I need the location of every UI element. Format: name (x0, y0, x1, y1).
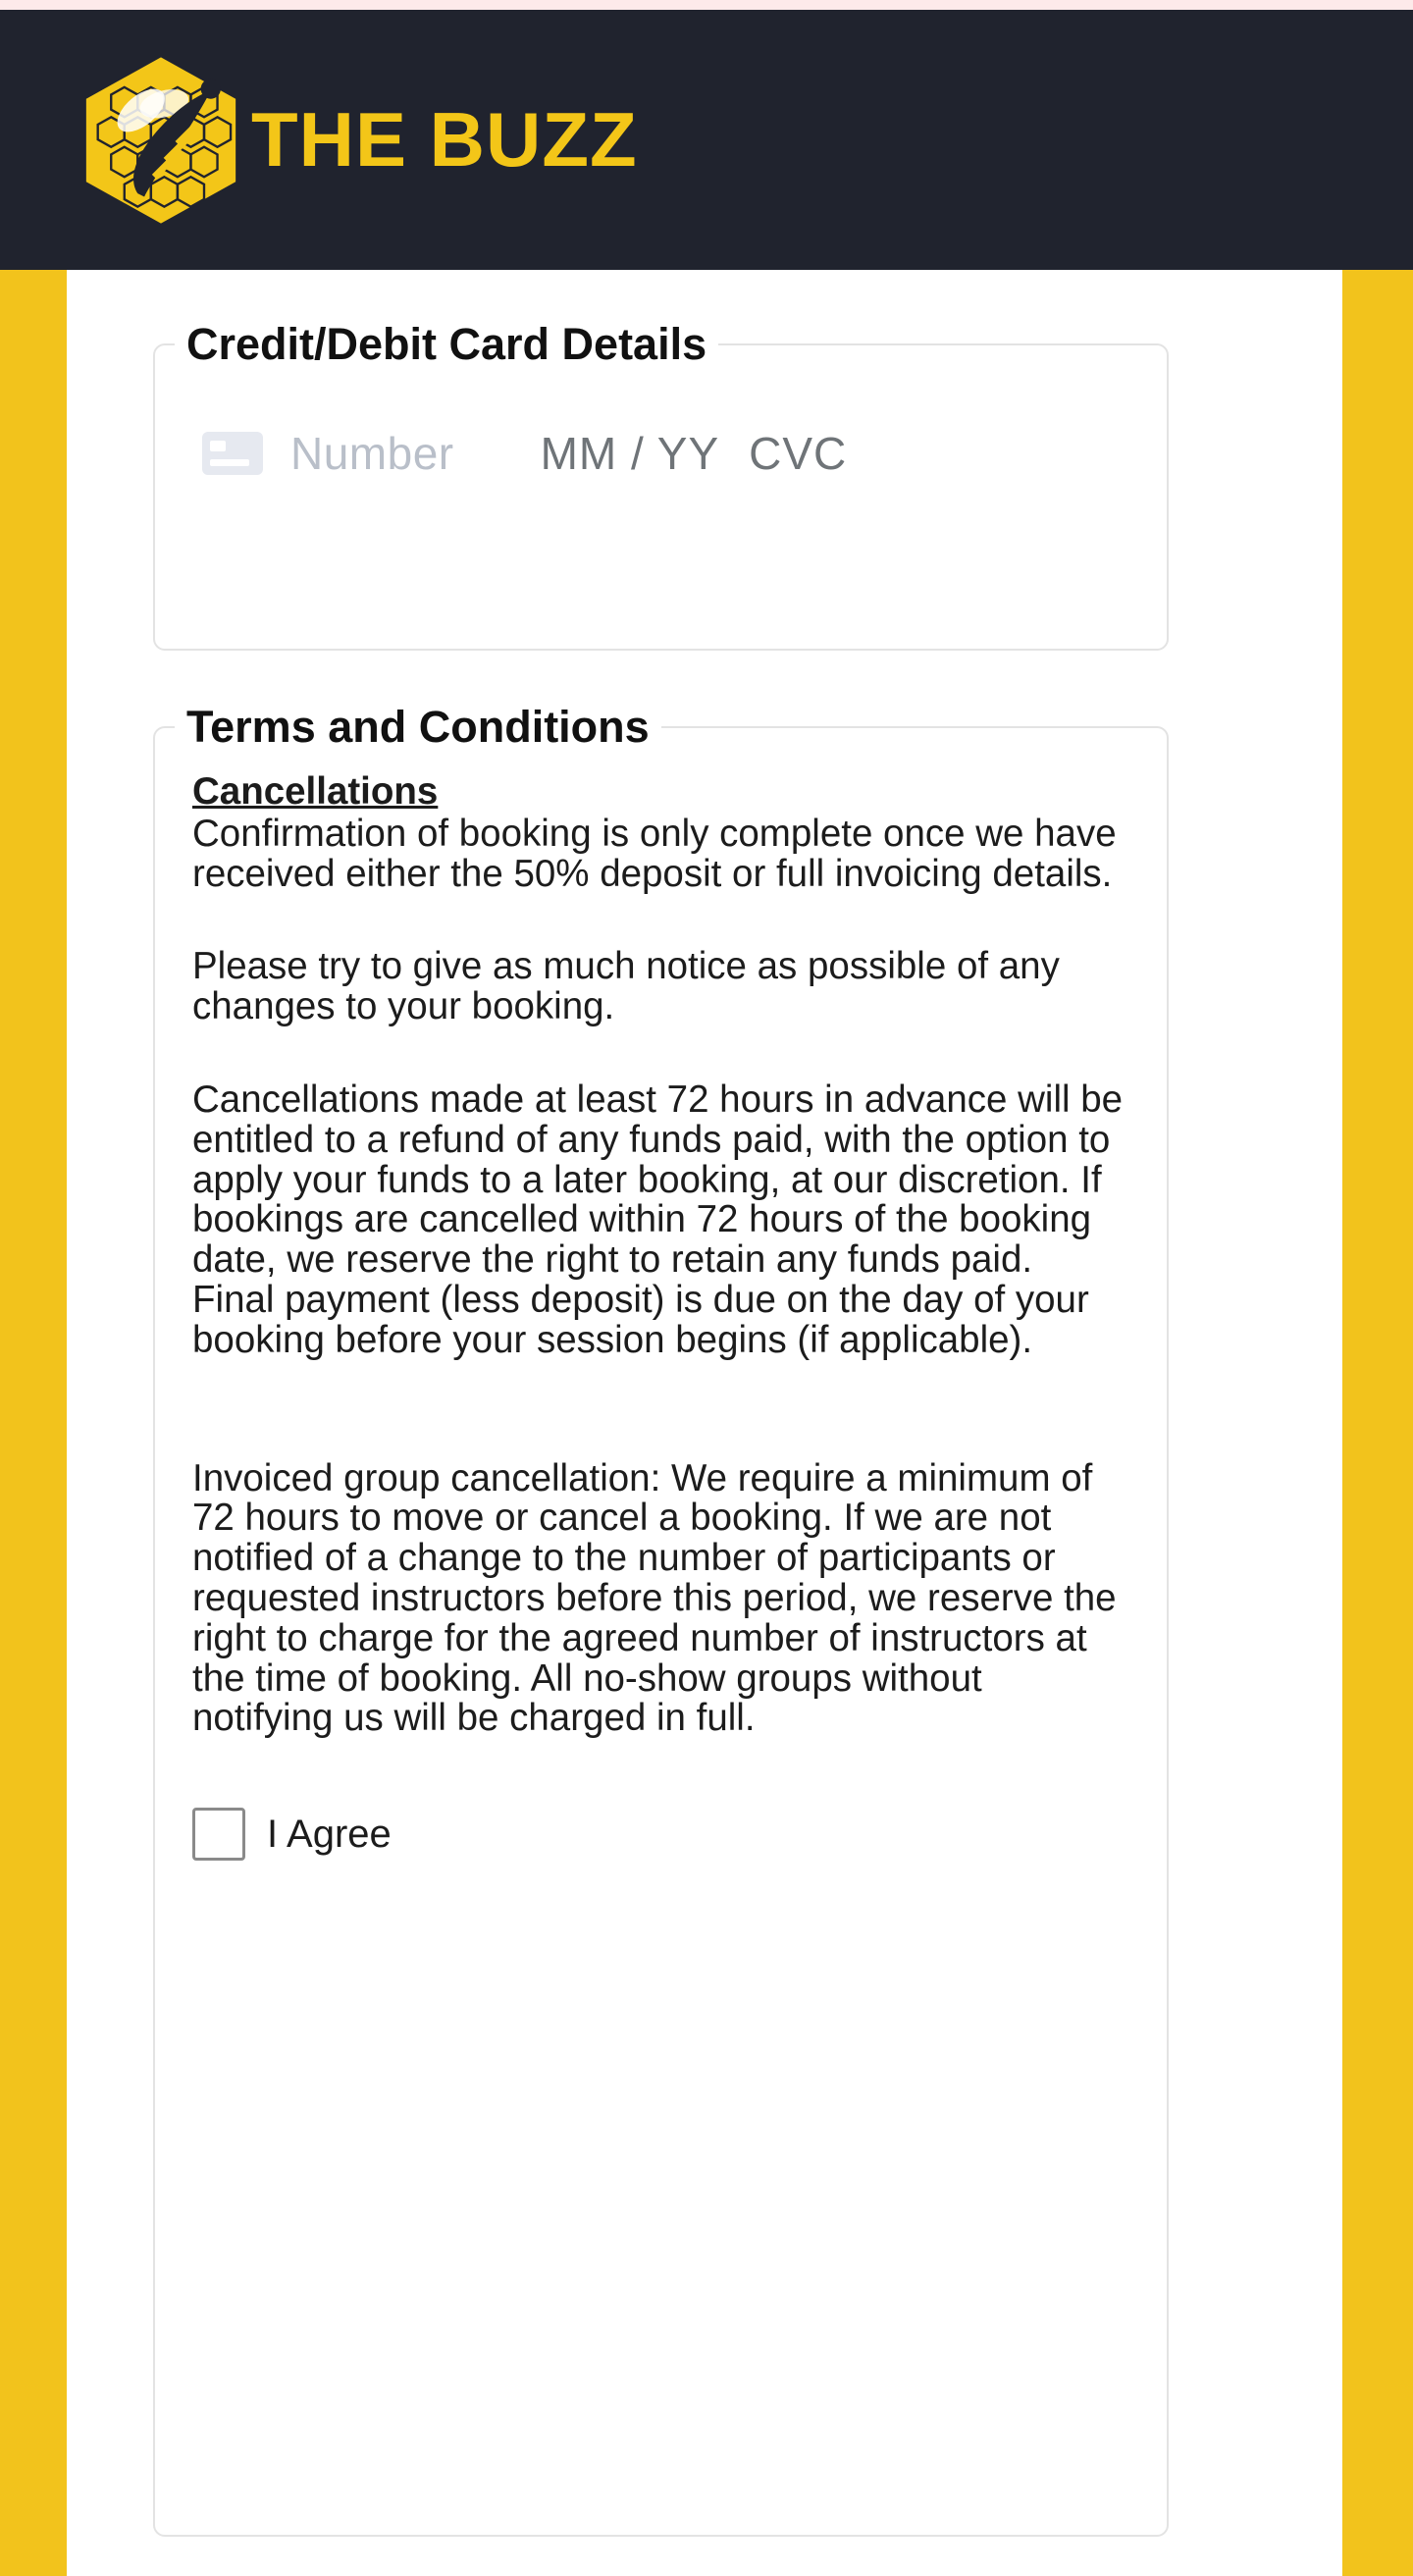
top-strip (0, 0, 1413, 10)
terms-paragraph: Please try to give as much notice as possible of any changes to your booking. (192, 945, 1060, 1028)
agree-row[interactable] (155, 1739, 1167, 1861)
terms-body (155, 753, 1167, 1739)
terms-paragraph: Cancellations made at least 72 hours in advance will be entitled to a refund of any funds paid, with the option to apply your funds to a later booking, at our discretion. If bookings are cancelled within 72 hours of the booking date, we reserve the right to retain any funds paid. (192, 1078, 1124, 1282)
card-input-row[interactable] (155, 370, 1167, 480)
card-details-section (153, 319, 1169, 651)
brand-name: THE BUZZ (251, 96, 638, 183)
terms-paragraph: Invoiced group cancellation: We require a minimum of 72 hours to move or cancel a booking. If we are not notified of a change to the number of participants or requested instructors before this period, we reserve the right to charge for the agreed number of instructors at the time of booking. All no-show groups without notifying us will be charged in full. (192, 1456, 1117, 1740)
bee-honeycomb-logo-icon (77, 54, 245, 227)
agree-label: I Agree (267, 1812, 392, 1856)
terms-paragraph: Final payment (less deposit) is due on the day of your booking before your session begins (if applicable). (192, 1278, 1089, 1361)
terms-paragraph: Confirmation of booking is only complete once we have received either the 50% deposit or full invoicing details. (192, 812, 1117, 895)
terms-subheading: Cancellations (192, 770, 439, 813)
terms-legend: Terms and Conditions (186, 702, 650, 752)
spacer (192, 1027, 1124, 1080)
card-details-legend: Credit/Debit Card Details (186, 319, 707, 369)
site-header (0, 10, 1413, 270)
form-sheet (67, 270, 1342, 2576)
terms-section (153, 702, 1169, 2537)
card-expiry-input[interactable]: MM / YY (540, 428, 720, 479)
card-cvc-input[interactable]: CVC (749, 428, 848, 479)
agree-checkbox[interactable] (192, 1808, 245, 1861)
card-number-input[interactable]: Number (290, 428, 454, 479)
spacer (192, 1361, 1124, 1459)
credit-card-icon (202, 432, 263, 475)
spacer (192, 894, 1124, 947)
